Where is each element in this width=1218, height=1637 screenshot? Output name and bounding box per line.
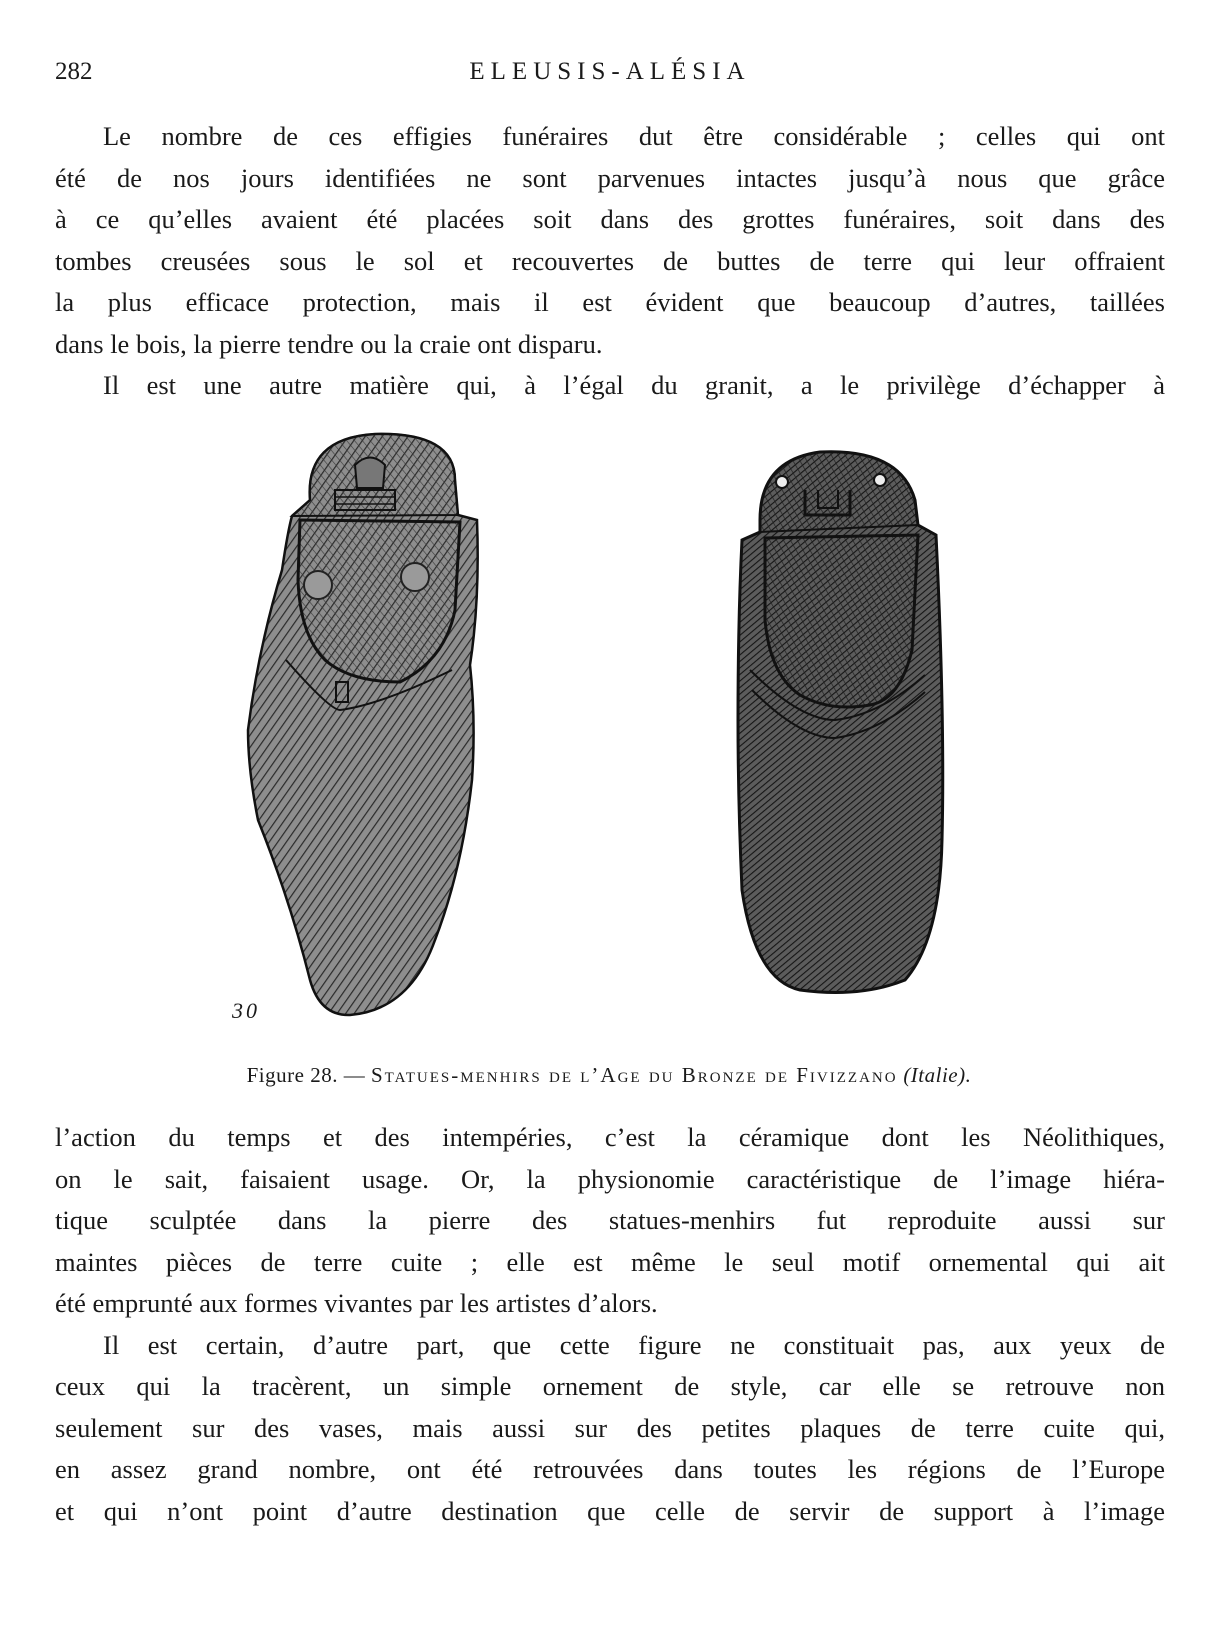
text-line: en assez grand nombre, ont été retrouvées dans toutes les régions de l’Europe <box>55 1454 1165 1484</box>
text-line: ceux qui la tracèrent, un simple ornement de style, car elle se retrouve non <box>55 1371 1165 1401</box>
text-line: et qui n’ont point d’autre destination que celle de servir de support à l’image <box>55 1495 1165 1526</box>
text-line: maintes pièces de terre cuite ; elle est même le seul motif ornemental qui ait <box>55 1246 1165 1277</box>
caption-title: Statues-menhirs de l’Age du Bronze de Fivizzano <box>370 1063 898 1087</box>
running-head <box>55 58 1165 94</box>
text-line: seulement sur des vases, mais aussi sur des petites plaques de terre cuite qui, <box>55 1412 1165 1443</box>
text-line: Il est certain, d’autre part, que cette figure ne constituait pas, aux yeux de <box>103 1329 1165 1360</box>
running-title: ELEUSIS-ALÉSIA <box>469 58 751 85</box>
caption-location: (Italie). <box>903 1063 972 1087</box>
figure-number-mark: 30 <box>232 998 260 1023</box>
figure-statues-menhirs <box>0 420 1218 1060</box>
text-line: été emprunté aux formes vivantes par les artistes d’alors. <box>55 1288 658 1318</box>
statue-right <box>738 452 943 993</box>
text-line: l’action du temps et des intempéries, c’est la céramique dont les Néolithiques, <box>55 1122 1165 1152</box>
text-line: à ce qu’elles avaient été placées soit dans des grottes funéraires, soit dans des <box>55 204 1165 234</box>
text-line: Le nombre de ces effigies funéraires dut être considérable ; celles qui ont <box>103 121 1165 151</box>
body-text-bottom <box>55 1117 1165 1532</box>
text-line: été de nos jours identifiées ne sont parvenues intactes jusqu’à nous que grâce <box>55 162 1165 193</box>
text-line: Il est une autre matière qui, à l’égal du granit, a le privilège d’échapper à <box>103 370 1165 400</box>
statue-left <box>248 434 478 1015</box>
text-line: tombes creusées sous le sol et recouvertes de buttes de terre qui leur offraient <box>55 245 1165 276</box>
text-line: on le sait, faisaient usage. Or, la physionomie caractéristique de l’image hiéra- <box>55 1163 1165 1194</box>
body-text-top <box>55 116 1165 407</box>
figure-caption <box>0 1063 1218 1088</box>
page-number: 282 <box>55 58 93 85</box>
statue-menhir-illustrations <box>0 420 1218 1060</box>
caption-prefix: Figure 28. — <box>246 1063 371 1087</box>
text-line: dans le bois, la pierre tendre ou la craie ont disparu. <box>55 328 603 359</box>
text-line: tique sculptée dans la pierre des statues-menhirs fut reproduite aussi sur <box>55 1205 1165 1235</box>
text-line: la plus efficace protection, mais il est évident que beaucoup d’autres, taillées <box>55 287 1165 317</box>
